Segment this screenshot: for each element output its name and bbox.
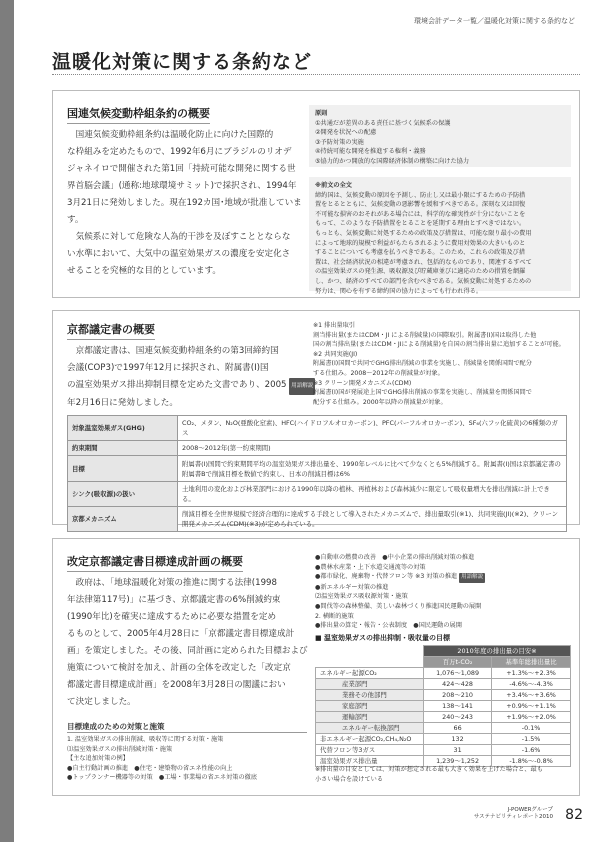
row-label: 産業部門 — [316, 679, 424, 690]
section-unfccc — [52, 90, 580, 298]
ratio-value: +3.4%〜+3.6% — [492, 690, 571, 701]
emissions-value: 132 — [424, 734, 492, 745]
glossary-notes: ※1 排出量取引 割当排出量(またはCDM・JI による削減量)の国際取引。附属書(I)国は取得した他 国の割当排出量(またはCDM・JIによる削減量)を自国の割当排出量に追加することが可能。 ※2 共同実施(JI) 附属書(I)国間で共同でGHG排出削減の事業を実施し、削減量を関係国間で配分 する仕組み。2008〜2012年の削減量が対象。 ※3 クリーン開発メカニズム(CDM) 附属書(I)国が発展途上国でGHG排出削減の事業を実施し、削減量を関係国間で 配分する仕組み。2000年以降の削減量が対象。 — [313, 322, 565, 406]
page-title: 温暖化対策に関する条約など — [52, 51, 313, 73]
emissions-table — [315, 645, 571, 767]
emissions-value: 138〜141 — [424, 701, 492, 712]
section-title: 京都議定書の概要 — [67, 321, 155, 340]
principle-item: ④持続可能な開発を推進する権利・義務 — [315, 148, 426, 156]
table-row — [316, 734, 571, 745]
emissions-value: 66 — [424, 723, 492, 734]
table-row: 約束期間 2008〜2012年(第一約束期間) — [68, 441, 567, 456]
breadcrumb: 環境会計データ一覧／温暖化対策に関する条約など — [414, 17, 575, 25]
row-label: 業務その他部門 — [316, 690, 424, 701]
emissions-value: 1,239〜1,252 — [424, 756, 492, 767]
row-label: エネルギー転換部門 — [316, 723, 424, 734]
emissions-table-title: ■ 温室効果ガスの排出抑制・吸収量の目標 — [315, 634, 451, 642]
section-kyoto — [52, 310, 580, 528]
preamble-box: ※前文の全文 締約国は、気候変動の原因を予測し、防止し又は最小限にするための予防措 置をとるとともに、気候変動の悪影響を緩和すべきである。深刻な又は回復 不可能な損害のおそれがある場合には、科学的な確実性が十分にないことを もって、このような予防措置をとることを延期する理由とすべきではない。 もっとも、気候変動に対処するための政策及び措置は、可能な限り最小の費用 によって地球的規模で利益がもたらされるように費用対効果の大きいものと することについても考慮を払うべきである。このため、これらの政策及び措 置は、社会経済状況の相違が考慮され、包括的なものであり、関連するすべて の温室効果ガスの発生源、吸収源及び貯蔵庫並びに適応のための措置を網羅 し、かつ、経済のすべての部門を含むべきである。気候変動に対処するための 努力は、関心を有する締約国の協力によっても行われ得る。 — [309, 177, 571, 291]
table-row — [316, 690, 571, 701]
side-bar — [0, 0, 14, 842]
row-label: 家庭部門 — [316, 701, 424, 712]
table-row — [316, 701, 571, 712]
kyoto-table — [67, 415, 567, 532]
ratio-value: +1.3%〜+2.3% — [492, 668, 571, 679]
emissions-value: 240〜243 — [424, 712, 492, 723]
page-number: 82 — [565, 807, 583, 823]
section-title: 改定京都議定書目標達成計画の概要 — [67, 553, 243, 572]
principle-item: ②開発を状況への配慮 — [315, 129, 377, 137]
ratio-value: +1.9%〜+2.0% — [492, 712, 571, 723]
measures-list: ●自動車の燃費の改善 ●中小企業の排出削減対策の推進 ●農林水産業・上下水道交通流等の対策 ●都市緑化、廃棄物・代替フロン等 ※3 対策の推進 用語解説 ●新エネルギー対策の推進 ⑵温室効果ガス吸収源対策・施策 ●間伐等の森林整備、美しい森林づくり推進国民運動の展開 2. 横断的施策 ●排出量の算定・報告・公表制度 ●国民運動の展開 — [315, 554, 484, 630]
emissions-value: 31 — [424, 745, 492, 756]
emissions-value: 1,076〜1,089 — [424, 668, 492, 679]
principle-item: ③予防対策の実施 — [315, 138, 364, 146]
section-target-plan — [52, 538, 580, 796]
row-label: 代替フロン等3ガス — [316, 745, 424, 756]
table-row: シンク(吸収源)の扱い 土地利用の変化および林業部門における1990年以降の植林、再植林および森林減少に限定して吸収量増大を排出削減に計上できる。 — [68, 482, 567, 507]
row-label: エネルギー起源CO₂ — [316, 668, 424, 679]
footer-report: サステナビリティレポート2010 — [473, 814, 553, 820]
section-body: 国連気候変動枠組条約は温暖化防止に向けた国際的 な枠組みを定めたもので、1992年6月にブラジルのリオデ ジャネイロで開催された第1回「持続可能な開発に関する世 界首脳会議」(通称:地球環境サミット)で採択され、1994年 3月21日に発効しました。現在192カ国･地域が批准しています。 気候系に対して危険な人為的干渉を及ぼすこととならな い水準において、大気中の温室効果ガスの濃度を安定化さ せることを究極的な目的としています。 — [67, 130, 302, 276]
row-label: 運輸部門 — [316, 712, 424, 723]
section-body: 京都議定書は、国連気候変動枠組条約の第3回締約国 会議(COP3)で1997年12月に採択され、附属書(I)国 の温室効果ガス排出抑制目標を定めた文書であり、2005 用語解説 年2月16日に発効しました。 — [67, 346, 314, 408]
title-divider — [52, 74, 580, 75]
ratio-value: -1.5% — [492, 734, 571, 745]
table-row — [316, 745, 571, 756]
table-row: 目標 附属書(I)国間で約束期間平均の温室効果ガス排出量を、1990年レベルに比べて少なくとも5%削減する。附属書(I)国は京都議定書の附属書Bで削減目標を数値で約束し、日本の削減目標は6% — [68, 456, 567, 482]
table-note: ※排出量の目安としては、対策が想定される最も大きく効果を上げた場合と、最も 小さい場合を設けている — [315, 766, 543, 783]
section-body: 政府は、「地球温暖化対策の推進に関する法律(1998 年法律第117号)」に基づき、京都議定書の6%削減約束 (1990年比)を確実に達成するために必要な措置を定め るものとして、2005年4月28日に「京都議定書目標達成計 画」を策定しました。その後、同計画に定められた目標および 施策について検討を加え、計画の全体を改定した「改定京 都議定書目標達成計画」を2008年3月28日の閣議におい て決定しました。 — [67, 578, 308, 707]
table-row: 京都メカニズム 削減目標を全世界規模で経済合理的に達成する手段として導入されたメカニズムで、排出量取引(※1)、共同実施(JI)(※2)、クリーン開発メカニズム(CDM)(※3)が定められている。 — [68, 507, 567, 532]
column-header: 百万t-CO₂ — [424, 657, 492, 668]
table-row — [316, 679, 571, 690]
emissions-value: 424〜428 — [424, 679, 492, 690]
table-row: 対象温室効果ガス(GHG) CO₂、メタン、N₂O(亜酸化窒素)、HFC(ハイドロフルオロカーボン)、PFC(パーフルオロカーボン)、SF₆(六フッ化硫黄)の6種類のガス — [68, 416, 567, 441]
preamble-title: ※前文の全文 — [315, 182, 352, 189]
table-row — [316, 712, 571, 723]
emissions-value: 208〜210 — [424, 690, 492, 701]
ratio-value: -1.8%〜-0.8% — [492, 756, 571, 767]
principles-box — [309, 105, 571, 167]
principle-item: ①共通だが差異のある責任に基づく気候系の保護 — [315, 119, 451, 127]
table-row — [316, 668, 571, 679]
column-header: 基準年総排出量比 — [492, 657, 571, 668]
table-row — [316, 723, 571, 734]
footer — [474, 807, 553, 821]
emissions-rows — [316, 668, 571, 767]
row-label: 非エネルギー起源CO₂,CH₄,N₂O — [316, 734, 424, 745]
principles-title: 原則 — [315, 110, 328, 117]
glossary-badge[interactable]: 用語解説 — [289, 378, 315, 395]
section-title: 国連気候変動枠組条約の概要 — [67, 105, 210, 124]
principle-item: ⑤協力的かつ開放的な国際経済体制の構築に向けた協力 — [315, 157, 470, 165]
footer-company: J-POWERグループ — [507, 807, 553, 813]
ratio-value: -1.6% — [492, 745, 571, 756]
ratio-value: +0.9%〜+1.1% — [492, 701, 571, 712]
ratio-value: -0.1% — [492, 723, 571, 734]
table-header: 2010年度の排出量の目安※ — [424, 646, 571, 657]
measures-title: 目標達成のための対策と施策 — [67, 721, 307, 733]
measures-box: 目標達成のための対策と施策 1. 温室効果ガスの排出削減、吸収等に関する対策・施策 ⑴温室効果ガスの排出削減対策・施策 【主な追加対策の例】 ●自主行動計画の推進 ●住宅・建築物の省エネ性能の向上 ●トップランナー機器等の対策 ●工場・事業場の省エネ対策の徹底 — [67, 721, 307, 783]
row-label: 温室効果ガス排出量 — [316, 756, 424, 767]
glossary-badge[interactable]: 用語解説 — [459, 573, 485, 583]
ratio-value: -4.6%〜-4.3% — [492, 679, 571, 690]
